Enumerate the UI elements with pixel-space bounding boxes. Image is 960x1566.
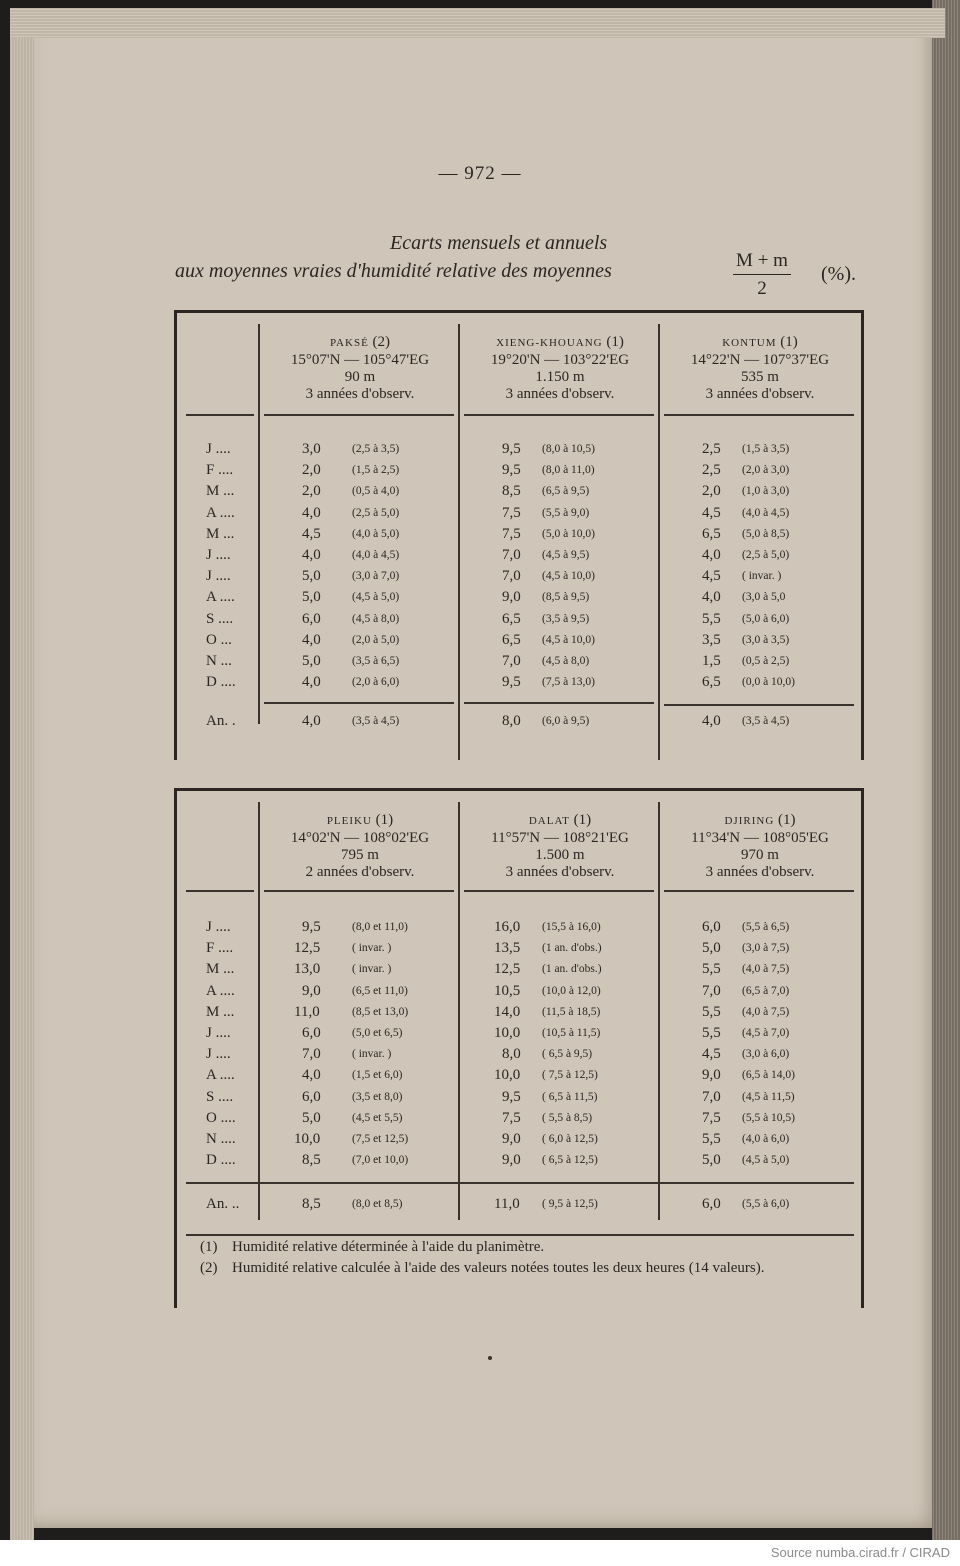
station-observations: 3 années d'observ. [705,864,815,880]
range-value: (11,5 à 18,5) [542,1005,601,1018]
range-value: (7,5 et 12,5) [352,1133,409,1145]
title-line-2: aux moyennes vraies d'humidité relative des moyennes [175,260,612,282]
range-value: ( 6,0 à 12,5) [542,1133,598,1145]
station-observations: 3 années d'observ. [305,386,415,402]
table-row [174,940,864,961]
range-value: (2,5 à 5,0) [742,549,790,561]
mean-value: 13,5 [494,940,521,957]
mean-value: 6,5 [502,631,521,648]
table-row [174,547,864,568]
month-label: A .... [206,1067,235,1084]
mean-value: 2,0 [302,483,321,500]
mean-value: 2,0 [702,483,721,500]
page-edge-top [10,8,945,38]
table-row [174,1025,864,1046]
table-row [174,462,864,483]
annual-mean-value: 11,0 [494,1196,520,1212]
range-value: (5,0 à 10,0) [542,527,596,540]
mean-value: 8,5 [302,1152,321,1169]
mean-value: 5,0 [702,940,721,957]
mean-value: 9,0 [502,1131,521,1147]
footnote-mark: (2) [200,1260,218,1276]
mean-value: 4,0 [302,1067,321,1084]
month-label: S .... [206,1088,234,1105]
mean-value: 9,0 [502,1152,521,1169]
range-value: (3,0 à 5,0 [742,591,786,604]
footnotes [200,1237,830,1279]
mean-value: 4,0 [302,504,321,521]
station-coords: 15°07'N — 105°47'EG [290,352,430,368]
mean-value: 8,0 [502,1046,521,1063]
station-altitude: 535 m [741,369,779,385]
table-row [174,1067,864,1088]
mean-value: 5,0 [302,568,321,585]
range-value: (6,5 à 14,0) [742,1069,796,1082]
header-rule [464,414,654,416]
range-value: (4,5 à 5,0) [352,591,400,604]
mean-value: 7,5 [502,504,521,521]
station-coords: 14°22'N — 107°37'EG [690,352,830,368]
mean-value: 14,0 [494,1003,521,1020]
range-value: (3,0 à 3,5) [742,633,790,646]
annual-range-value: (6,0 à 9,5) [542,715,590,727]
table-row [174,1046,864,1067]
mean-value: 7,0 [302,1046,321,1063]
mean-value: 4,0 [702,589,721,606]
range-value: (4,5 à 10,0) [542,633,596,646]
range-value: (10,0 à 12,0) [542,984,601,997]
header-rule [186,890,254,892]
mean-value: 5,0 [302,589,321,606]
range-value: (15,5 à 16,0) [542,921,601,933]
station-header-pakse [262,334,458,403]
range-value: (4,5 à 8,0) [542,655,590,667]
month-label: N ... [206,653,232,669]
range-value: (4,0 à 7,5) [742,963,790,976]
mean-value: 13,0 [294,961,321,978]
range-value: (8,0 à 10,5) [542,443,596,455]
mean-value: 2,5 [702,462,721,479]
station-note: (1) [606,334,624,350]
month-label: D .... [206,1152,236,1169]
station-note: (1) [573,812,592,828]
range-value: (3,0 à 6,0) [742,1048,790,1061]
table-row [174,505,864,526]
range-value: (1,5 à 3,5) [742,443,790,455]
mean-value: 6,0 [302,610,321,627]
mean-value: 6,0 [702,919,721,935]
range-value: (2,0 à 3,0) [742,464,790,477]
annual-rule [186,1182,854,1184]
station-coords: 14°02'N — 108°02'EG [290,830,430,846]
station-observations: 3 années d'observ. [505,386,615,402]
range-value: ( 6,5 à 11,5) [542,1090,598,1103]
mean-value: 7,0 [502,653,521,669]
range-value: (7,5 à 13,0) [542,676,596,689]
mean-value: 6,5 [702,674,721,691]
table-paksé-xieng-khouang-kontum [174,310,864,760]
table-pleiku-dalat-djiring [174,788,864,1308]
mean-value: 10,5 [494,982,521,999]
mean-value: 5,5 [702,1003,721,1020]
month-label: J .... [206,547,231,563]
range-value: (2,0 à 5,0) [352,633,400,646]
range-value: (8,5 et 13,0) [352,1005,409,1018]
month-label: F .... [206,462,234,479]
mean-value: 4,5 [702,1046,721,1063]
month-label: M ... [206,483,235,500]
footnote-1 [200,1237,830,1258]
mean-value: 4,5 [302,525,321,542]
range-value: (1 an. d'obs.) [542,942,602,955]
station-note: (1) [375,812,394,828]
mean-value: 4,5 [702,568,721,585]
range-value: ( invar. ) [352,963,392,976]
range-value: (1,5 à 2,5) [352,464,400,477]
range-value: ( 6,5 à 9,5) [542,1048,593,1061]
mean-value: 7,5 [702,1109,721,1126]
range-value: (1,0 à 3,0) [742,485,790,498]
annual-label: An. .. [206,1196,240,1212]
footnote-text: Humidité relative déterminée à l'aide du planimètre. [232,1239,545,1255]
range-value: (3,0 à 7,0) [352,570,400,583]
table-row [174,589,864,610]
range-value: (4,5 à 11,5) [742,1090,795,1103]
month-label: S .... [206,610,234,627]
table-row [174,611,864,632]
annual-mean-value: 8,5 [302,1196,321,1212]
mean-value: 12,5 [294,940,321,957]
range-value: (0,0 à 10,0) [742,676,796,689]
source-bar [0,1540,960,1566]
station-header-xieng-khouang [462,334,658,403]
mean-value: 5,0 [702,1152,721,1169]
range-value: (5,0 à 6,0) [742,612,790,625]
table-row [174,983,864,1004]
page-number: — 972 — [438,163,522,184]
station-coords: 11°57'N — 108°21'EG [491,830,629,846]
mean-value: 9,0 [702,1067,721,1084]
range-value: (4,5 à 10,0) [542,570,596,583]
range-value: (8,0 à 11,0) [542,464,595,477]
range-value: (5,0 et 6,5) [352,1027,403,1039]
table-row [174,674,864,695]
header-rule [264,890,454,892]
table-frame-top [174,310,864,313]
footnote-rule [186,1234,854,1236]
annual-range-value: (5,5 à 6,0) [742,1198,790,1210]
mean-value: 8,5 [502,483,521,500]
mean-value: 9,5 [502,1088,521,1105]
range-value: ( invar. ) [742,570,782,583]
footnote-mark: (1) [200,1239,218,1255]
mean-value: 6,0 [302,1088,321,1105]
range-value: (5,5 à 6,5) [742,921,790,933]
fraction-numerator: M + m [733,250,791,275]
header-rule [664,890,854,892]
range-value: (4,5 à 8,0) [352,612,400,625]
range-value: (4,0 à 4,5) [742,506,790,519]
annual-range-value: (3,5 à 4,5) [352,715,400,727]
table-row [174,441,864,462]
mean-value: 7,0 [502,568,521,585]
range-value: (7,0 et 10,0) [352,1154,409,1167]
title-unit: (%). [821,263,856,285]
station-observations: 3 années d'observ. [705,386,815,402]
station-name: PAKSÉ [329,337,369,349]
range-value: (2,0 à 6,0) [352,676,400,689]
station-note: (1) [778,812,796,828]
mean-value: 7,0 [702,982,721,999]
annual-label: An. . [206,713,236,729]
month-label: J .... [206,919,231,935]
range-value: (4,0 à 5,0) [352,527,400,540]
range-value: (8,5 à 9,5) [542,591,590,604]
page-stack-edge [932,0,960,1540]
range-value: (6,5 et 11,0) [352,984,408,997]
table-frame-top [174,788,864,791]
month-label: M ... [206,525,235,542]
range-value: ( 6,5 à 12,5) [542,1154,598,1167]
month-label: O ... [206,631,232,648]
annual-mean-value: 8,0 [502,713,521,729]
range-value: (4,5 à 5,0) [742,1154,790,1167]
footnote-2 [200,1258,830,1279]
table-row [174,919,864,940]
annual-rule [464,702,654,704]
table-row [174,653,864,674]
station-altitude: 970 m [741,847,779,863]
header-rule [464,890,654,892]
mean-value: 2,5 [702,441,721,457]
table-row [174,526,864,547]
range-value: ( invar. ) [352,1048,392,1061]
mean-value: 4,0 [302,631,321,648]
month-label: J .... [206,568,231,585]
range-value: ( 7,5 à 12,5) [542,1069,598,1082]
range-value: (5,5 à 9,0) [542,506,590,519]
mean-value: 5,5 [702,1025,721,1041]
annual-rule [664,704,854,706]
station-name: XIENG-KHOUANG [496,337,603,349]
mean-value: 7,5 [502,525,521,542]
mean-value: 9,5 [502,674,521,691]
table-row [174,1089,864,1110]
range-value: (5,5 à 10,5) [742,1111,796,1124]
month-label: M ... [206,1003,235,1020]
range-value: (4,0 à 7,5) [742,1005,790,1018]
range-value: (2,5 à 5,0) [352,506,400,519]
header-rule [186,414,254,416]
table-row [174,961,864,982]
mean-value: 5,0 [302,653,321,669]
range-value: (0,5 à 4,0) [352,485,400,498]
page-edge-left [10,8,34,1548]
range-value: (8,0 et 11,0) [352,921,408,933]
header-rule [664,414,854,416]
station-coords: 11°34'N — 108°05'EG [691,830,829,846]
annual-mean-value: 4,0 [302,713,321,729]
annual-row [174,713,864,734]
mean-value: 4,0 [302,674,321,691]
station-header-pleiku [262,812,458,881]
month-label: N .... [206,1131,236,1147]
table-row [174,568,864,589]
mean-value: 6,5 [502,610,521,627]
station-altitude: 795 m [341,847,379,863]
range-value: (6,5 à 9,5) [542,485,590,498]
mean-value: 9,5 [502,462,521,479]
mean-value: 5,5 [702,961,721,978]
table-row [174,1110,864,1131]
month-label: M ... [206,961,235,978]
mean-value: 2,0 [302,462,321,479]
range-value: ( 5,5 à 8,5) [542,1111,593,1124]
mean-value: 7,0 [502,547,521,563]
mean-value: 10,0 [494,1025,521,1041]
annual-range-value: (8,0 et 8,5) [352,1198,403,1210]
month-label: J .... [206,1046,231,1063]
month-label: F .... [206,940,234,957]
station-name: DJIRING [724,815,775,827]
mean-value: 7,5 [502,1109,521,1126]
station-coords: 19°20'N — 103°22'EG [490,352,630,368]
month-label: D .... [206,674,236,691]
mean-value: 3,0 [302,441,321,457]
table-row [174,1131,864,1152]
mean-value: 3,5 [702,631,721,648]
range-value: (4,0 à 6,0) [742,1133,790,1145]
month-label: J .... [206,441,231,457]
annual-mean-value: 6,0 [702,1196,721,1212]
ink-dot [488,1356,492,1360]
station-name: DALAT [528,815,570,827]
mean-value: 6,5 [702,525,721,542]
station-header-kontum [662,334,858,403]
station-name: KONTUM [722,337,777,349]
station-note: (2) [372,334,391,350]
range-value: ( invar. ) [352,942,392,955]
range-value: (4,5 et 5,5) [352,1111,403,1124]
title-fraction [733,250,791,300]
table-row [174,483,864,504]
range-value: (3,0 à 7,5) [742,942,790,955]
mean-value: 4,0 [302,547,321,563]
annual-row [174,1196,864,1217]
station-note: (1) [780,334,798,350]
mean-value: 9,5 [502,441,521,457]
station-observations: 2 années d'observ. [305,864,415,880]
range-value: (5,0 à 8,5) [742,527,790,540]
mean-value: 6,0 [302,1025,321,1041]
range-value: (1 an. d'obs.) [542,963,602,976]
mean-value: 10,0 [494,1067,521,1084]
month-label: O .... [206,1109,236,1126]
annual-range-value: ( 9,5 à 12,5) [542,1198,598,1210]
mean-value: 4,0 [702,547,721,563]
mean-value: 5,0 [302,1109,321,1126]
range-value: (3,5 à 6,5) [352,655,400,667]
station-header-djiring [662,812,858,881]
mean-value: 5,5 [702,610,721,627]
table-row [174,1152,864,1173]
fraction-denominator: 2 [757,278,767,299]
footnote-text: Humidité relative calculée à l'aide des valeurs notées toutes les deux heures (14 valeurs). [232,1260,765,1276]
mean-value: 9,0 [502,589,521,606]
mean-value: 1,5 [702,653,721,669]
source-credit: Source numba.cirad.fr / CIRAD [770,1545,950,1560]
mean-value: 7,0 [702,1088,721,1105]
table-row [174,1004,864,1025]
mean-value: 5,5 [702,1131,721,1147]
station-name: PLEIKU [326,815,372,827]
annual-rule [264,702,454,704]
range-value: (10,5 à 11,5) [542,1027,601,1039]
station-altitude: 90 m [344,369,376,385]
annual-range-value: (3,5 à 4,5) [742,715,790,727]
mean-value: 4,5 [702,504,721,521]
range-value: (0,5 à 2,5) [742,655,790,667]
mean-value: 10,0 [294,1131,321,1147]
mean-value: 9,0 [302,982,321,999]
month-label: A .... [206,589,235,606]
range-value: (3,5 à 9,5) [542,612,590,625]
station-altitude: 1.150 m [535,369,585,385]
station-observations: 3 années d'observ. [505,864,615,880]
range-value: (3,5 et 8,0) [352,1090,403,1103]
mean-value: 16,0 [494,919,521,935]
range-value: (1,5 et 6,0) [352,1069,403,1082]
range-value: (4,0 à 4,5) [352,549,400,561]
month-label: J .... [206,1025,231,1041]
table-row [174,632,864,653]
mean-value: 12,5 [494,961,521,978]
header-rule [264,414,454,416]
station-altitude: 1.500 m [535,847,585,863]
station-header-dalat [462,812,658,881]
month-label: A .... [206,982,235,999]
range-value: (6,5 à 7,0) [742,984,790,997]
mean-value: 11,0 [294,1003,320,1020]
month-label: A .... [206,504,235,521]
annual-mean-value: 4,0 [702,713,721,729]
mean-value: 9,5 [302,919,321,935]
range-value: (4,5 à 9,5) [542,549,590,561]
range-value: (2,5 à 3,5) [352,443,400,455]
range-value: (4,5 à 7,0) [742,1027,790,1039]
title-line-1: Ecarts mensuels et annuels [390,232,608,254]
